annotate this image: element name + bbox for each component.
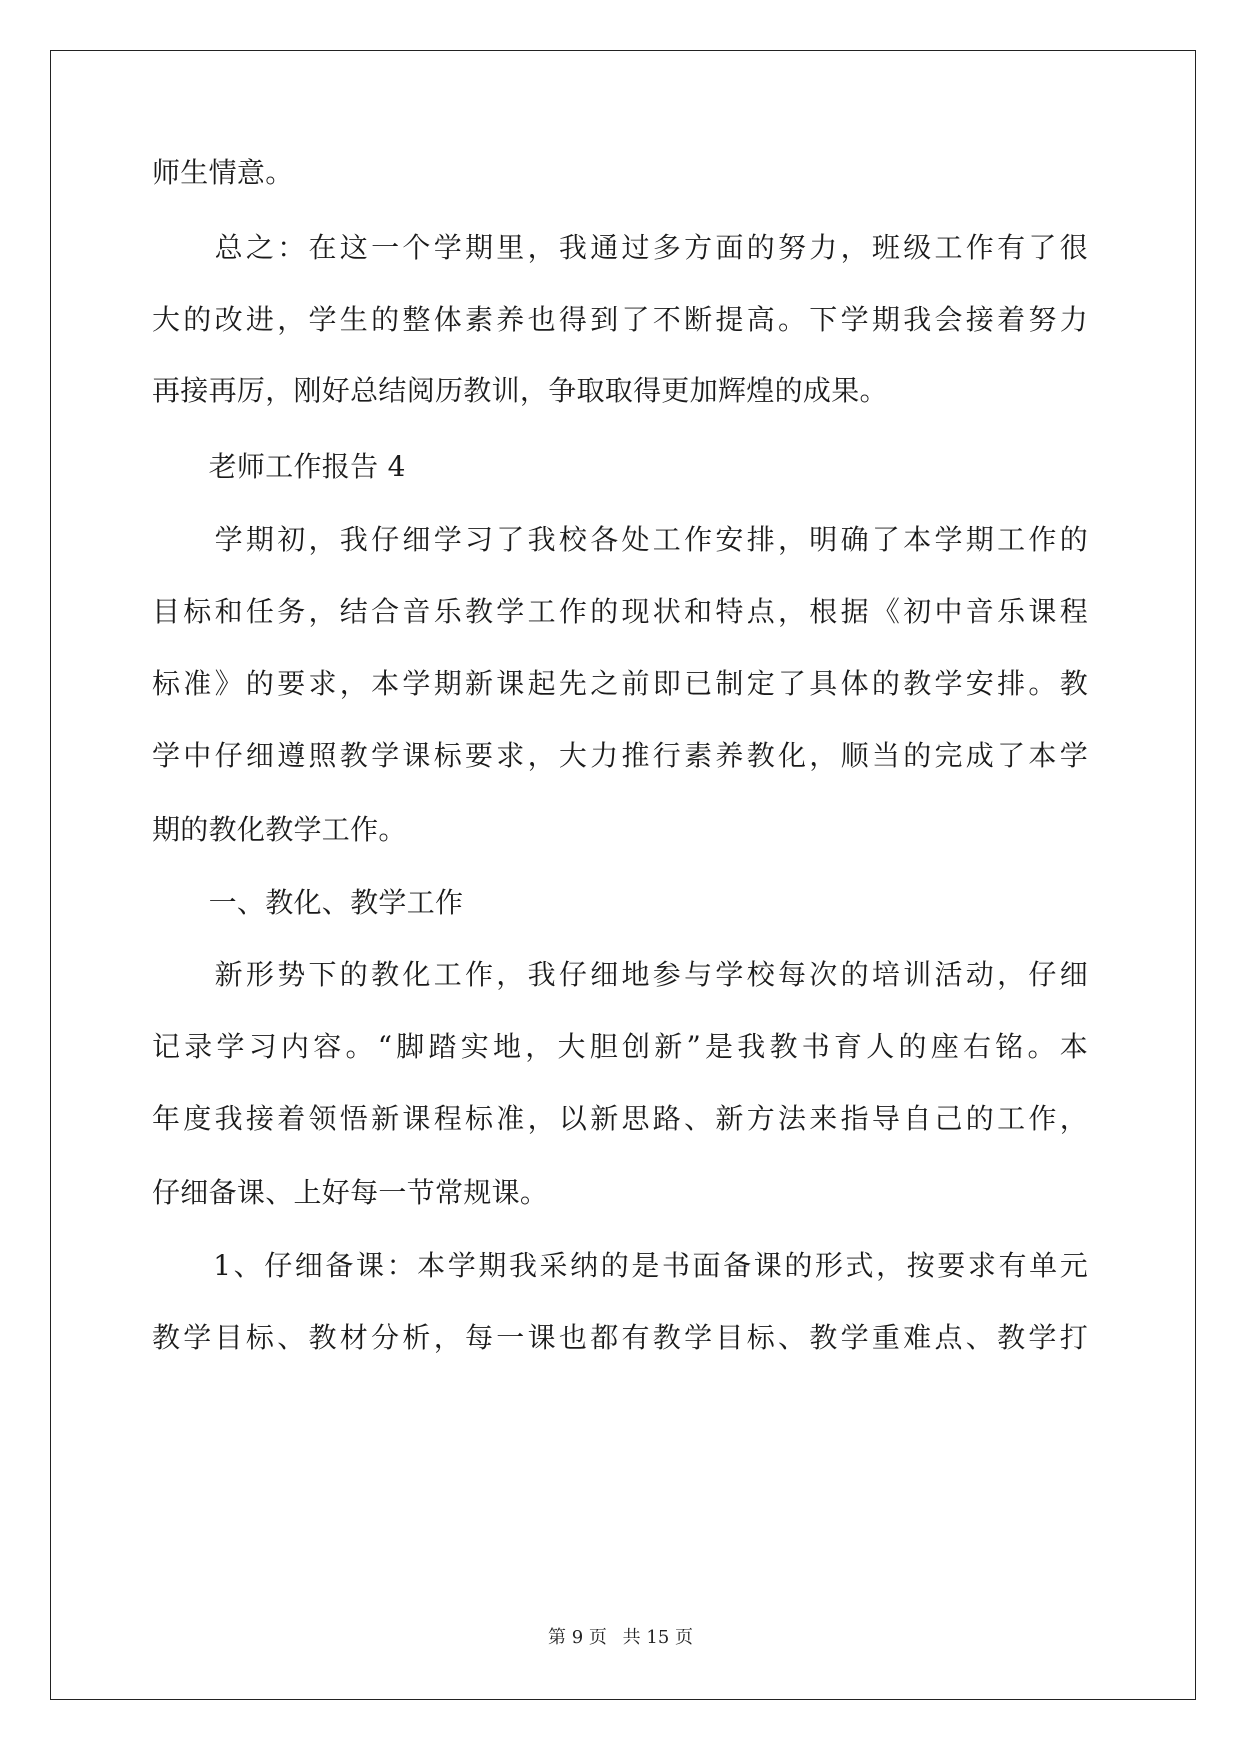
text-line: 目标和任务，结合音乐教学工作的现状和特点，根据《初中音乐课程 — [152, 595, 1088, 628]
page-number: 第 9 页 — [548, 1627, 607, 1648]
text-line: 期的教化教学工作。 — [152, 813, 407, 846]
page-footer — [0, 1626, 1241, 1650]
text-line: 记录学习内容。“脚踏实地，大胆创新”是我教书育人的座右铭。本 — [152, 1030, 1088, 1063]
text-line: 再接再厉，刚好总结阅历教训，争取取得更加辉煌的成果。 — [152, 374, 888, 407]
text-line: 标准》的要求，本学期新课起先之前即已制定了具体的教学安排。教 — [152, 667, 1088, 700]
text-line: 学期初，我仔细学习了我校各处工作安排，明确了本学期工作的 — [152, 523, 1088, 556]
text-line: 师生情意。 — [152, 156, 294, 189]
section-heading: 一、教化、教学工作 — [152, 886, 464, 919]
text-line: 教学目标、教材分析，每一课也都有教学目标、教学重难点、教学打 — [152, 1321, 1088, 1354]
text-line: 学中仔细遵照教学课标要求，大力推行素养教化，顺当的完成了本学 — [152, 739, 1088, 772]
page-total: 共 15 页 — [622, 1627, 693, 1648]
section-heading: 老师工作报告 4 — [152, 450, 406, 483]
page-border — [50, 50, 1196, 1700]
text-line: 年度我接着领悟新课程标准，以新思路、新方法来指导自己的工作， — [152, 1102, 1088, 1135]
text-line: 1、仔细备课：本学期我采纳的是书面备课的形式，按要求有单元 — [152, 1249, 1088, 1282]
text-line: 总之：在这一个学期里，我通过多方面的努力，班级工作有了很 — [152, 231, 1088, 264]
text-line: 新形势下的教化工作，我仔细地参与学校每次的培训活动，仔细 — [152, 958, 1088, 991]
text-line: 大的改进，学生的整体素养也得到了不断提高。下学期我会接着努力 — [152, 303, 1088, 336]
text-line: 仔细备课、上好每一节常规课。 — [152, 1176, 549, 1209]
